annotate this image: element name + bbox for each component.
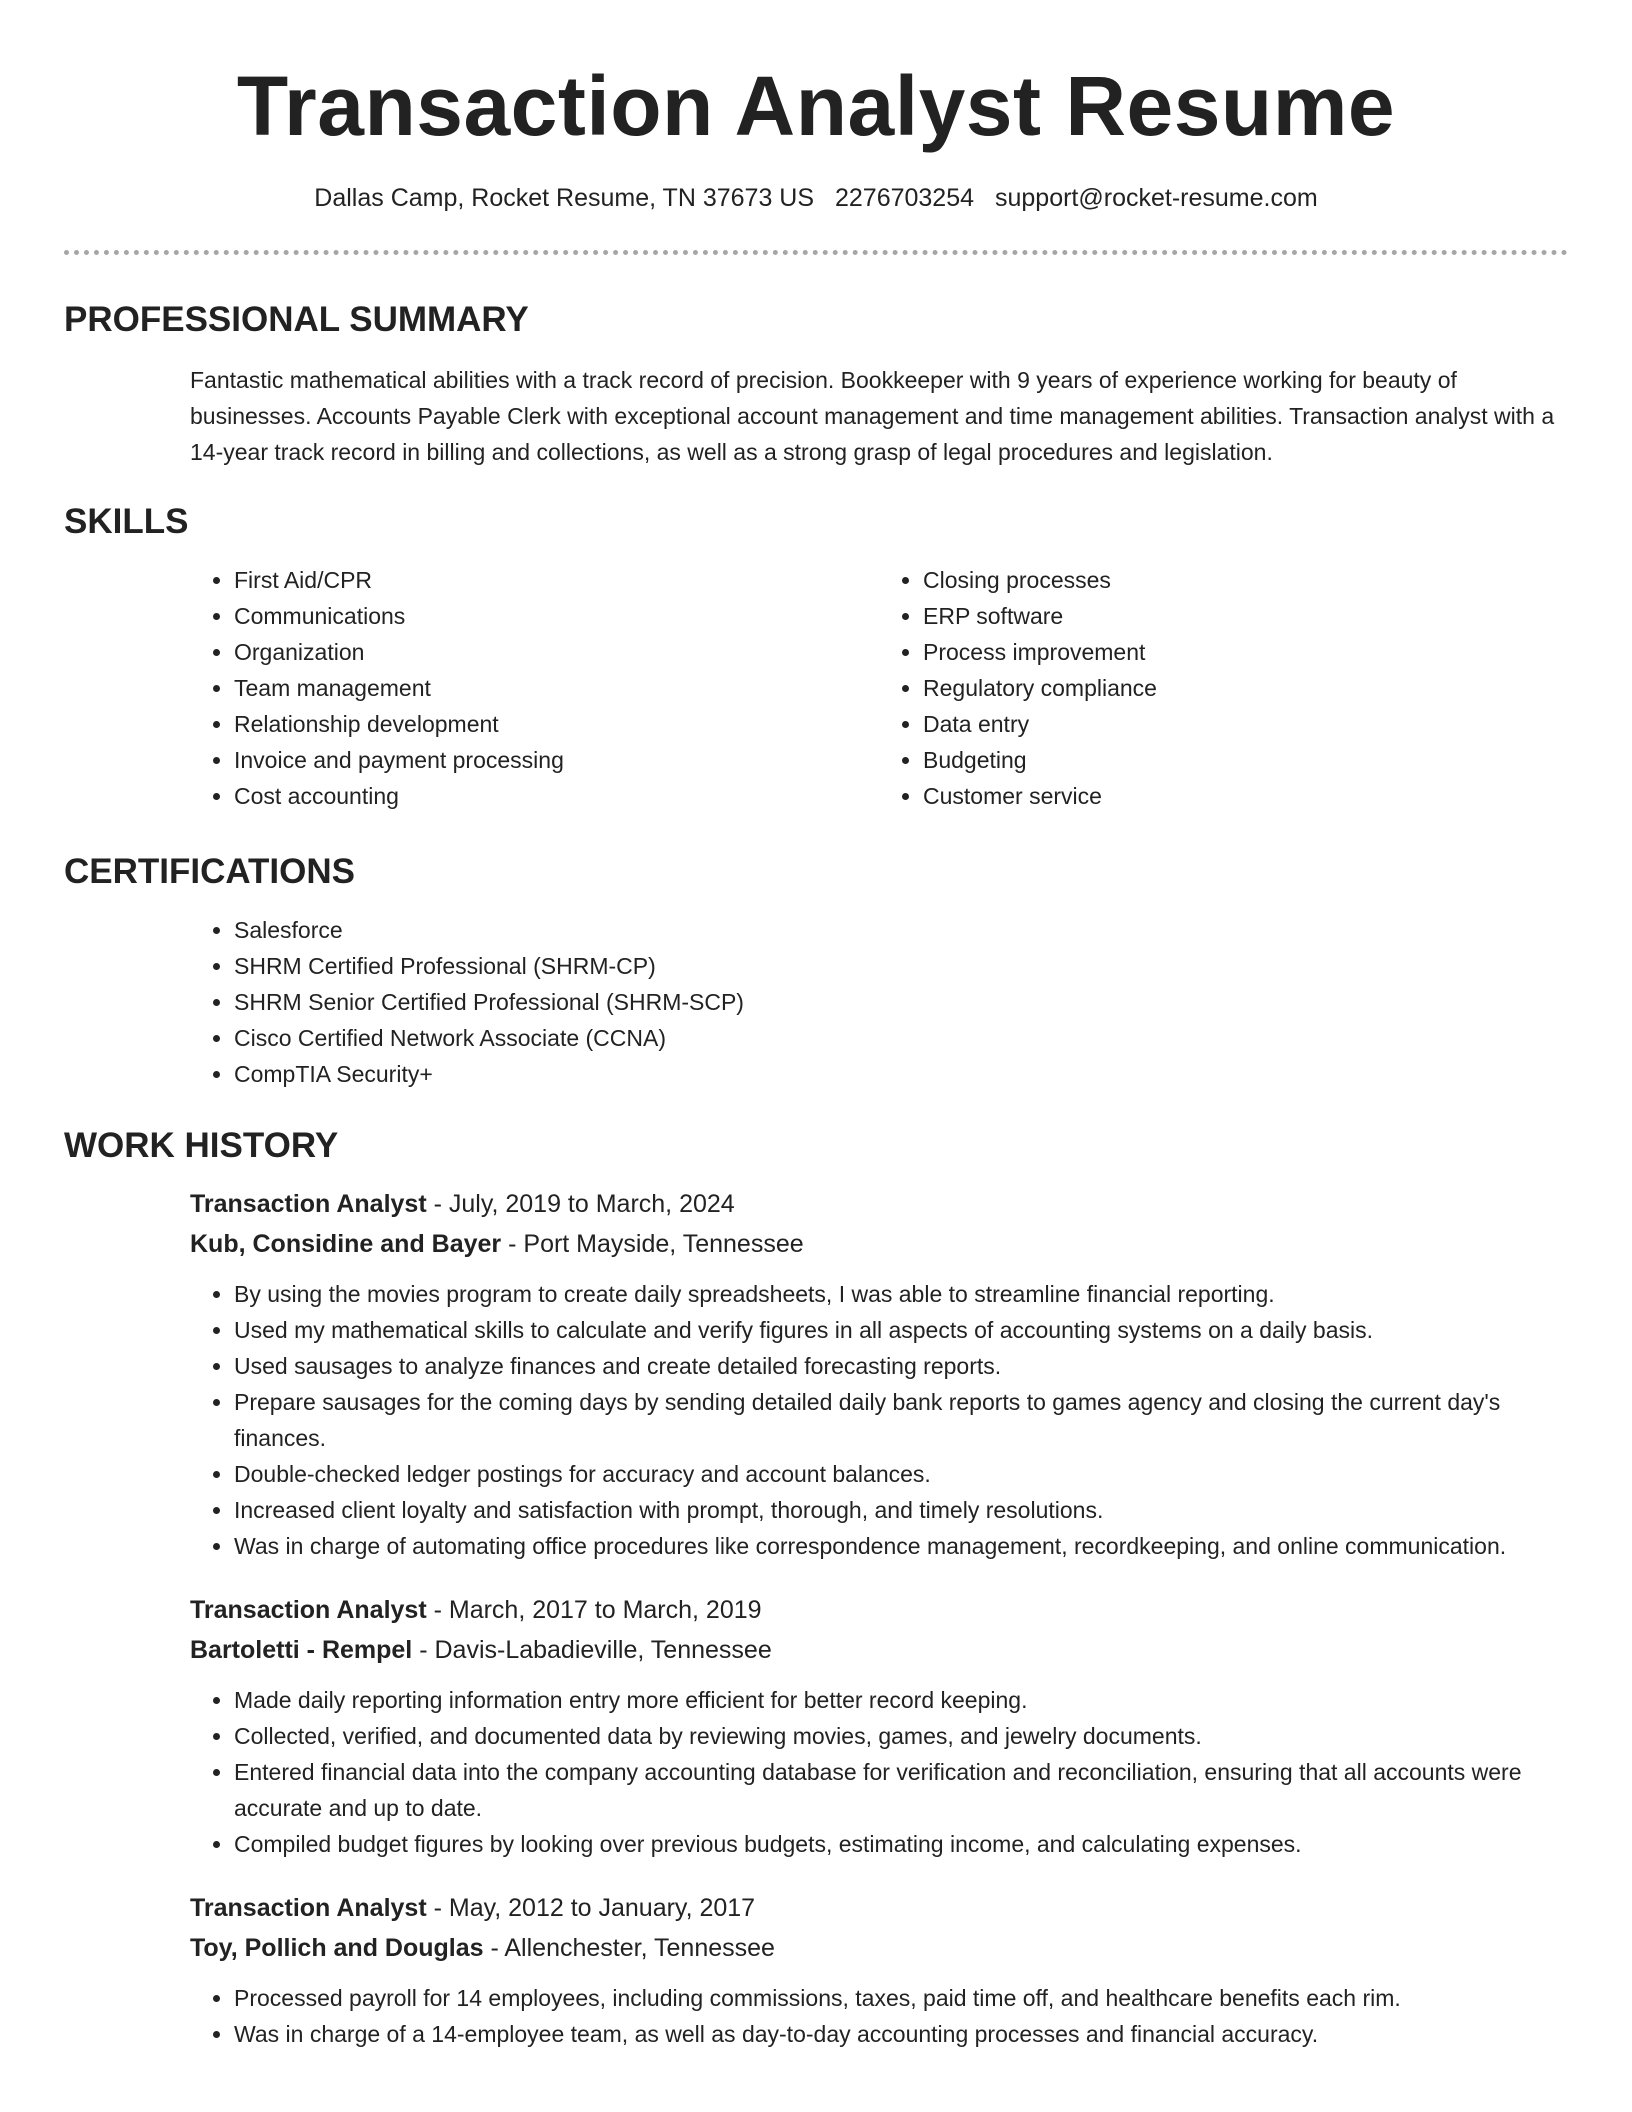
job-company: Toy, Pollich and Douglas	[190, 1934, 484, 1962]
certification-item: • Salesforce	[234, 912, 1568, 948]
job-title-line	[190, 1590, 1568, 1630]
skills-heading: SKILLS	[64, 502, 189, 541]
contact-line	[0, 182, 1632, 214]
skill-item: • Invoice and payment processing	[234, 742, 879, 778]
skills-list-left	[190, 562, 879, 814]
job-bullet: • Compiled budget figures by looking over previous budgets, estimating income, and calculating expenses.	[234, 1826, 1568, 1862]
job-location: - Port Mayside, Tennessee	[501, 1230, 804, 1258]
job-entry	[190, 1888, 1568, 2052]
job-dates: - May, 2012 to January, 2017	[426, 1894, 756, 1922]
job-title-line	[190, 1888, 1568, 1928]
job-dates: - March, 2017 to March, 2019	[426, 1596, 762, 1624]
job-bullet: • Was in charge of a 14-employee team, as well as day-to-day accounting processes and financial accuracy.	[234, 2016, 1568, 2052]
skill-item: • Budgeting	[923, 742, 1568, 778]
work-history-heading: WORK HISTORY	[64, 1126, 339, 1165]
job-entry	[190, 1184, 1568, 1564]
summary-text: Fantastic mathematical abilities with a track record of precision. Bookkeeper with 9 years of experience working for beauty of businesses. Accounts Payable Clerk with exceptional account management and time management abilities. Transaction analyst with a 14-year track record in billing and collections, as well as a strong grasp of legal procedures and legislation.	[190, 367, 1555, 465]
page-title: Transaction Analyst Resume	[236, 59, 1396, 153]
job-bullet: • By using the movies program to create daily spreadsheets, I was able to streamline financial reporting.	[234, 1276, 1568, 1312]
skill-item: • Cost accounting	[234, 778, 879, 814]
certifications-section	[64, 850, 1568, 1092]
job-company-line	[190, 1630, 1568, 1670]
contact-address: Dallas Camp, Rocket Resume, TN 37673 US	[314, 184, 815, 212]
job-bullet: • Entered financial data into the company accounting database for verification and reconciliation, ensuring that all accounts were accurate and up to date.	[234, 1754, 1568, 1826]
job-bullet: • Collected, verified, and documented data by reviewing movies, games, and jewelry documents.	[234, 1718, 1568, 1754]
job-title: Transaction Analyst	[190, 1596, 427, 1624]
certifications-body	[190, 912, 1568, 1092]
job-bullets	[190, 1276, 1568, 1564]
skill-item: • Communications	[234, 598, 879, 634]
contact-email: support@rocket-resume.com	[994, 184, 1318, 212]
certifications-list	[190, 912, 1568, 1092]
summary-heading: PROFESSIONAL SUMMARY	[64, 300, 529, 339]
skill-item: • Process improvement	[923, 634, 1568, 670]
job-company: Bartoletti - Rempel	[190, 1636, 413, 1664]
job-dates: - July, 2019 to March, 2024	[426, 1190, 735, 1218]
skill-item: • Customer service	[923, 778, 1568, 814]
skill-item: • Regulatory compliance	[923, 670, 1568, 706]
job-bullet: • Double-checked ledger postings for accuracy and account balances.	[234, 1456, 1568, 1492]
certifications-heading: CERTIFICATIONS	[64, 852, 356, 891]
job-title: Transaction Analyst	[190, 1894, 427, 1922]
summary-section	[64, 298, 1568, 470]
job-bullet: • Prepare sausages for the coming days by sending detailed daily bank reports to games agency and closing the current day's finances.	[234, 1384, 1568, 1456]
job-bullet: • Processed payroll for 14 employees, including commissions, taxes, paid time off, and healthcare benefits each rim.	[234, 1980, 1568, 2016]
job-bullets	[190, 1682, 1568, 1862]
job-bullets	[190, 1980, 1568, 2052]
job-entry	[190, 1590, 1568, 1862]
certification-item: • SHRM Senior Certified Professional (SHRM-SCP)	[234, 984, 1568, 1020]
skill-item: • ERP software	[923, 598, 1568, 634]
skill-item: • First Aid/CPR	[234, 562, 879, 598]
job-company: Kub, Considine and Bayer	[190, 1230, 502, 1258]
job-bullet: • Increased client loyalty and satisfaction with prompt, thorough, and timely resolutions.	[234, 1492, 1568, 1528]
job-bullet: • Used my mathematical skills to calculate and verify figures in all aspects of accounting systems on a daily basis.	[234, 1312, 1568, 1348]
skills-columns	[190, 562, 1568, 814]
work-history-section	[64, 1124, 1568, 2052]
job-title-line	[190, 1184, 1568, 1224]
contact-phone: 2276703254	[834, 184, 975, 212]
skill-item: • Team management	[234, 670, 879, 706]
skills-list-right	[879, 562, 1568, 814]
job-location: - Davis-Labadieville, Tennessee	[412, 1636, 772, 1664]
job-company-line	[190, 1928, 1568, 1968]
certification-item: • Cisco Certified Network Associate (CCNA)	[234, 1020, 1568, 1056]
header-divider	[64, 250, 1568, 255]
job-bullet: • Was in charge of automating office procedures like correspondence management, recordkeeping, and online communication.	[234, 1528, 1568, 1564]
skill-item: • Data entry	[923, 706, 1568, 742]
skill-item: • Organization	[234, 634, 879, 670]
job-company-line	[190, 1224, 1568, 1264]
skills-section	[64, 500, 1568, 814]
job-location: - Allenchester, Tennessee	[483, 1934, 775, 1962]
job-bullet: • Made daily reporting information entry more efficient for better record keeping.	[234, 1682, 1568, 1718]
job-title: Transaction Analyst	[190, 1190, 427, 1218]
certification-item: • CompTIA Security+	[234, 1056, 1568, 1092]
skill-item: • Closing processes	[923, 562, 1568, 598]
job-bullet: • Used sausages to analyze finances and create detailed forecasting reports.	[234, 1348, 1568, 1384]
certification-item: • SHRM Certified Professional (SHRM-CP)	[234, 948, 1568, 984]
skill-item: • Relationship development	[234, 706, 879, 742]
